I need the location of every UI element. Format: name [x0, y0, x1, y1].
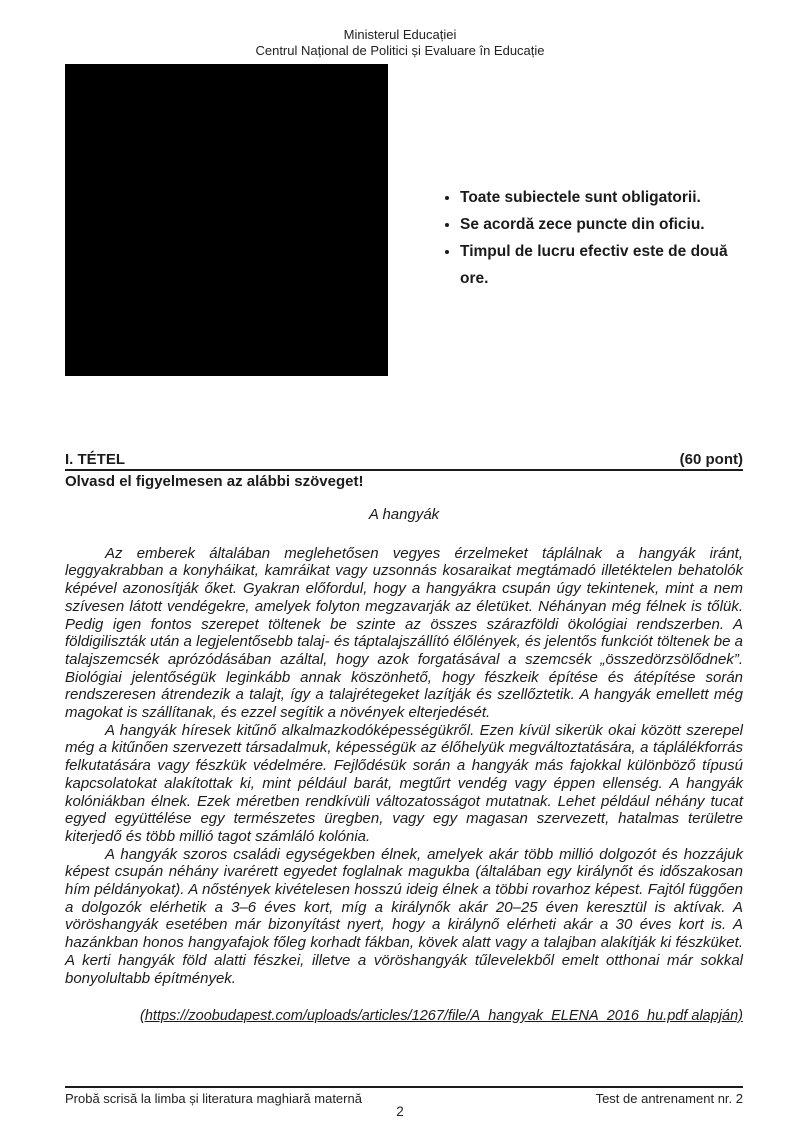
text-paragraph: Az emberek általában meglehetősen vegyes érzelmeket táplálnak a hangyák iránt, leggyakrabban a konyháikat, kamráikat vagy uzsonnás kosaraikat megtámadó illetéktelen behatolók képével azonosítják őket. Gyakran előfordul, hogy a hangyákra csupán úgy tekintenek, mint a nem szívesen látott vendégekre, amelyek folyton megzavarják az életüket. Néhányan még félnek is tőlük. Pedig igen fontos szerepet töltenek be szinte az összes szárazföldi ökológiai rendszerben. A földigiliszták után a legjelentősebb talaj- és táptalajszállító élőlények, és jelentős funkciót töltenek be a talajszemcsék aprózódásában azáltal, hogy azok forgatásával a szemcsék „összedörzsölődnek”. Biológiai jelentőségük leginkább annak köszönhető, hogy fészkeik építése és átépítése során rendszeresen átrendezik a talajt, így a talajrétegeket lazítják és szellőztetik. A hangyák emellett még magokat is szállítanak, és ezzel segítik a növények elterjedését. [65, 544, 743, 722]
notice-list [443, 184, 753, 292]
notice-item: • Timpul de lucru efectiv este de două ore. [460, 238, 753, 292]
page-footer [65, 1086, 743, 1106]
section-i [65, 451, 743, 490]
source-citation: (https://zoobudapest.com/uploads/articles/1267/file/A_hangyak_ELENA_2016_hu.pdf alapján) [140, 1008, 743, 1024]
section-title-row [65, 451, 743, 471]
header-line-center: Centrul Național de Politici și Evaluare în Educație [255, 43, 545, 58]
footer-right-label: Test de antrenament nr. 2 [595, 1091, 743, 1106]
text-title: A hangyák [368, 506, 440, 523]
section-instruction: Olvasd el figyelmesen az alábbi szöveget! [65, 473, 364, 490]
page-number: 2 [396, 1104, 404, 1119]
notice-item: • Se acordă zece puncte din oficiu. [460, 211, 753, 238]
redacted-image-block [65, 64, 388, 376]
text-paragraph: A hangyák híresek kitűnő alkalmazkodóképességükről. Ezen kívül sikerük okai között szerepel még a kitűnően szervezett társadalmuk, képességük az élőhelyük megváltoztatására, a táplálékforrás felkutatására vagy fészkük védelmére. Fejlődésük során a hangyák más fajokkal különböző típusú kapcsolatokat alakítottak ki, mint például barát, megtűrt vendég vagy éppen ellenség. A hangyák kolóniákban élnek. Ezek méretben rendkívüli változatosságot mutatnak. Lehet például néhány tucat egyed együttélése egy természetes üregben, vagy egy magasan szervezett, hatalmas területre kiterjedő és több millió tagot számláló kolónia. [65, 721, 743, 845]
notice-item: • Toate subiectele sunt obligatorii. [460, 184, 753, 211]
section-points: (60 pont) [679, 451, 743, 468]
exam-notices [443, 184, 753, 292]
header-line-ministry: Ministerul Educației [343, 27, 457, 42]
footer-left-label: Probă scrisă la limba și literatura maghiară maternă [65, 1091, 362, 1106]
document-header [0, 27, 800, 59]
text-paragraph: A hangyák szoros családi egységekben élnek, amelyek akár több millió dolgozót és hozzájuk képest csupán néhány ivarérett egyedet foglalnak magukba (általában egy királynőt és időszakosan hím példányokat). A nőstények kivételesen hosszú ideig élnek a többi rovarhoz képest. Fajtól függően a dolgozók elérhetik a 3–6 éves kort, míg a királynők akár 20–25 éven keresztül is aktívak. A vöröshangyák esetében már bizonyítást nyert, hogy a királynő elérheti akár a 30 éves kort is. A hazánkban honos hangyafajok főleg korhadt fákban, kövek alatt vagy a talajban alakítják ki fészküket. A kerti hangyák föld alatti fészkei, illetve a vöröshangyák tűlevelekből emelt otthonai már sokkal bonyolultabb építmények. [65, 845, 743, 987]
reading-text [65, 506, 743, 987]
section-label: I. TÉTEL [65, 451, 125, 468]
